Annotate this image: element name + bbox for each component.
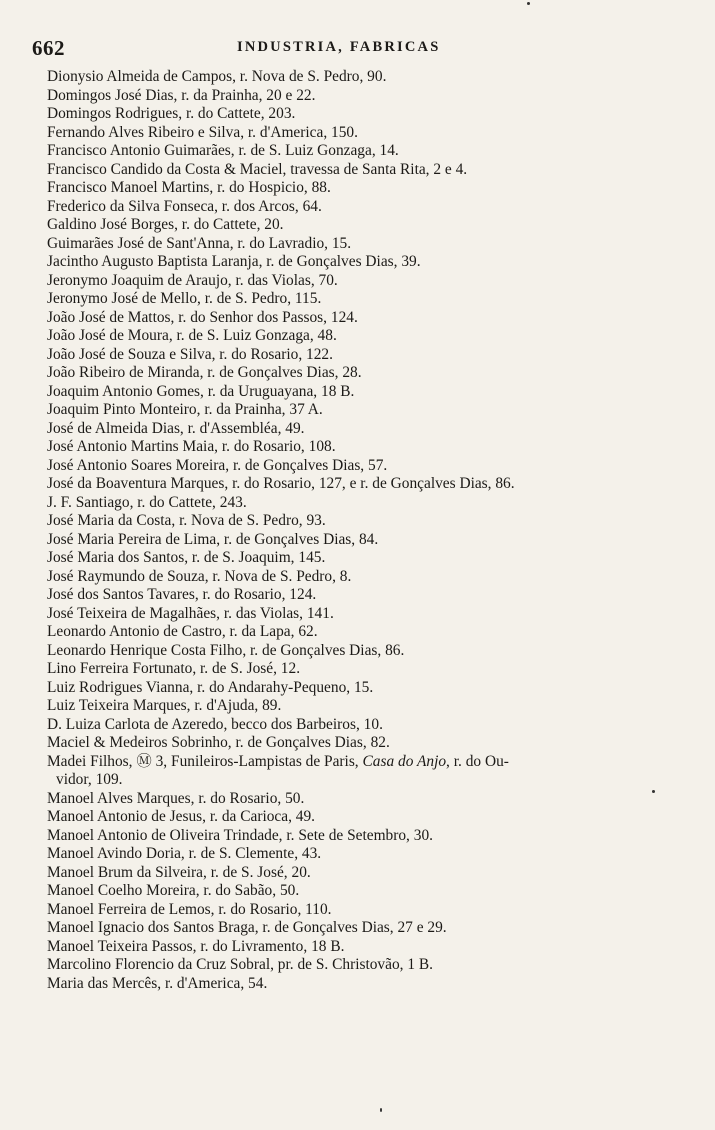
list-item: José Antonio Soares Moreira, r. de Gonçalves Dias, 57.	[47, 456, 388, 474]
running-head: INDUSTRIA, FABRICAS	[237, 39, 441, 55]
list-item: Joaquim Pinto Monteiro, r. da Prainha, 37 A.	[47, 401, 323, 418]
list-item-madei-filhos	[47, 753, 662, 790]
list-item: Manoel Alves Marques, r. do Rosario, 50.	[47, 789, 305, 807]
list-item: João José de Moura, r. de S. Luiz Gonzaga, 48.	[47, 327, 337, 344]
list-item: Galdino José Borges, r. do Cattete, 20.	[47, 216, 284, 233]
list-item: Maciel & Medeiros Sobrinho, r. de Gonçalves Dias, 82.	[47, 734, 390, 751]
medal-icon: Ⓜ	[136, 752, 152, 770]
list-item: Manoel Antonio de Jesus, r. da Carioca, 49.	[47, 808, 316, 825]
list-item: Francisco Antonio Guimarães, r. de S. Luiz Gonzaga, 14.	[47, 142, 399, 159]
list-item: Leonardo Henrique Costa Filho, r. de Gonçalves Dias, 86.	[47, 641, 405, 659]
list-item: Marcolino Florencio da Cruz Sobral, pr. de S. Christovão, 1 B.	[47, 956, 433, 973]
ink-speck	[527, 2, 530, 5]
shop-name: Casa do Anjo	[362, 752, 447, 770]
list-item: José de Almeida Dias, r. d'Assembléa, 49.	[47, 419, 305, 437]
list-item: Lino Ferreira Fortunato, r. de S. José, 12.	[47, 660, 301, 677]
list-item: José da Boaventura Marques, r. do Rosario, 127, e r. de Gonçalves Dias, 86.	[47, 475, 515, 492]
list-item: Luiz Rodrigues Vianna, r. do Andarahy-Pequeno, 15.	[47, 678, 374, 696]
list-item: Domingos José Dias, r. da Prainha, 20 e 22.	[47, 86, 316, 104]
entry-text: , r. do Ou-	[446, 752, 509, 770]
list-item: José Antonio Martins Maia, r. do Rosario, 108.	[47, 438, 336, 455]
list-item: Dionysio Almeida de Campos, r. Nova de S. Pedro, 90.	[47, 68, 387, 85]
list-item: Maria das Mercês, r. d'America, 54.	[47, 974, 268, 992]
list-item: João José de Mattos, r. do Senhor dos Passos, 124.	[47, 308, 358, 326]
list-item: Francisco Manoel Martins, r. do Hospicio, 88.	[47, 179, 331, 196]
list-item: D. Luiza Carlota de Azeredo, becco dos Barbeiros, 10.	[47, 715, 383, 733]
list-item: J. F. Santiago, r. do Cattete, 243.	[47, 493, 247, 511]
list-item: José Maria Pereira de Lima, r. de Gonçalves Dias, 84.	[47, 530, 379, 548]
list-item: José Raymundo de Souza, r. Nova de S. Pedro, 8.	[47, 567, 352, 585]
list-item: Manoel Ferreira de Lemos, r. do Rosario, 110.	[47, 900, 332, 918]
list-item: Manoel Avindo Doria, r. de S. Clemente, 43.	[47, 845, 322, 862]
list-item: Guimarães José de Sant'Anna, r. do Lavradio, 15.	[47, 234, 352, 252]
list-item: Francisco Candido da Costa & Maciel, travessa de Santa Rita, 2 e 4.	[47, 160, 468, 178]
list-item: João José de Souza e Silva, r. do Rosario, 122.	[47, 345, 333, 363]
list-item: Domingos Rodrigues, r. do Cattete, 203.	[47, 105, 296, 122]
list-item: Manoel Ignacio dos Santos Braga, r. de Gonçalves Dias, 27 e 29.	[47, 919, 447, 936]
page-header	[32, 36, 672, 60]
list-item: Manoel Teixeira Passos, r. do Livramento, 18 B.	[47, 937, 345, 955]
list-item: Joaquim Antonio Gomes, r. da Uruguayana, 18 B.	[47, 382, 355, 400]
list-item: Fernando Alves Ribeiro e Silva, r. d'America, 150.	[47, 123, 358, 141]
list-item: Leonardo Antonio de Castro, r. da Lapa, 62.	[47, 623, 318, 640]
ink-speck	[652, 790, 655, 793]
entry-continuation: vidor, 109.	[56, 771, 123, 788]
ink-speck	[380, 1108, 382, 1112]
entry-text: Madei Filhos,	[47, 752, 137, 770]
list-item: Luiz Teixeira Marques, r. d'Ajuda, 89.	[47, 697, 282, 714]
list-item: Manoel Coelho Moreira, r. do Sabão, 50.	[47, 882, 300, 899]
directory-list	[47, 68, 662, 993]
list-item: José Teixeira de Magalhães, r. das Violas, 141.	[47, 604, 334, 622]
list-item: José Maria dos Santos, r. de S. Joaquim, 145.	[47, 549, 326, 566]
list-item: Frederico da Silva Fonseca, r. dos Arcos, 64.	[47, 197, 322, 215]
list-item: Manoel Antonio de Oliveira Trindade, r. Sete de Setembro, 30.	[47, 826, 433, 844]
page-number: 662	[32, 36, 65, 60]
list-item: Manoel Brum da Silveira, r. de S. José, 20.	[47, 863, 311, 881]
list-item: José Maria da Costa, r. Nova de S. Pedro, 93.	[47, 512, 326, 529]
list-item: Jeronymo José de Mello, r. de S. Pedro, 115.	[47, 290, 322, 307]
list-item: João Ribeiro de Miranda, r. de Gonçalves Dias, 28.	[47, 364, 362, 381]
list-item: Jacintho Augusto Baptista Laranja, r. de Gonçalves Dias, 39.	[47, 253, 421, 270]
entry-text: 3, Funileiros-Lampistas de Paris,	[151, 752, 363, 770]
list-item: José dos Santos Tavares, r. do Rosario, 124.	[47, 586, 317, 603]
list-item: Jeronymo Joaquim de Araujo, r. das Violas, 70.	[47, 271, 338, 289]
